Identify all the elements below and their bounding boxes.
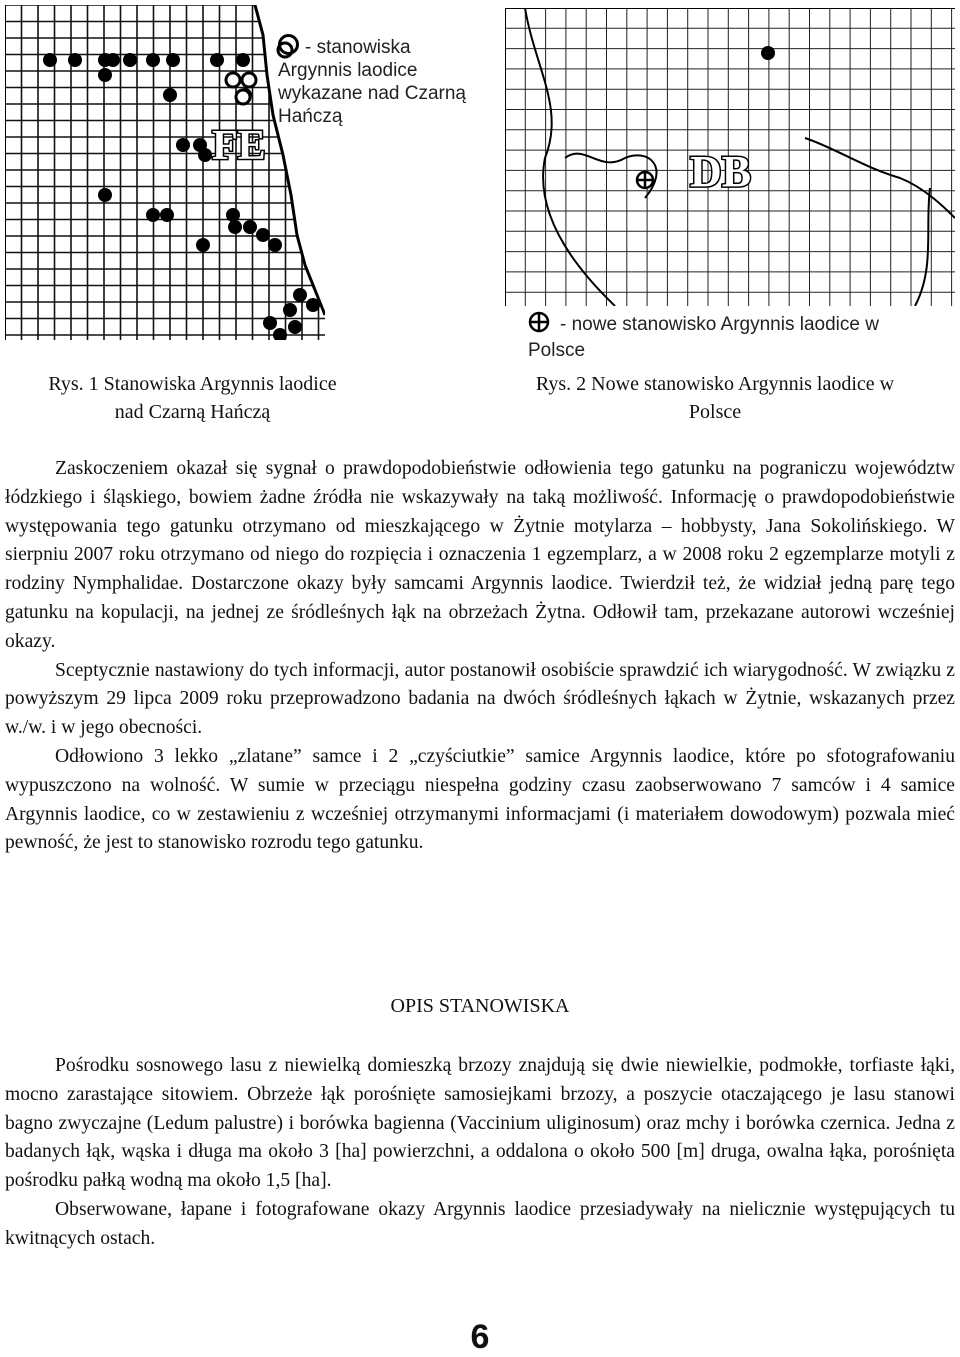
- figure2-caption-line1: Rys. 2 Nowe stanowisko Argynnis laodice w: [535, 373, 895, 395]
- section-paragraph-1: Pośrodku sosnowego lasu z niewielką domieszką brzozy znajdują się dwie niewielkie, podmokłe, torfiaste łąki, mocno zarastające sitowiem. Obrzeże łąk porośnięte samosiejkami brzozy, a poszycie otaczającego je lasu stanowi bagno zwyczajne (Ledum palustre) i borówka bagienna (Vaccinium uliginosum) oraz mchy i borówka czernica. Jedna z badanych łąk, wąska i długa ma około 3 [ha] powierzchni, a oddalona o około 500 [m] druga, owalna łąka, porośnięta pośrodku pałką wodną ma około 1,5 [ha].: [5, 1055, 955, 1192]
- figure1-map: [5, 5, 325, 340]
- figure1-region-code: FE: [212, 123, 266, 169]
- section-paragraph-2: Obserwowane, łapane i fotografowane okazy Argynnis laodice przesiadywały na nielicznie występujących tu kwitnących ostach.: [5, 1198, 955, 1249]
- figure1-legend: [278, 34, 468, 128]
- figure2-legend: [528, 311, 928, 362]
- section-text: [5, 1052, 955, 1254]
- new-site-marker: [637, 172, 653, 188]
- figure2-legend-text: - nowe stanowisko Argynnis laodice w Polsce: [528, 314, 879, 361]
- body-paragraph-2: Sceptycznie nastawiony do tych informacji, autor postanowił osobiście sprawdzić ich wiarygodność. W związku z powyższym 29 lipca 2009 roku przeprowadzono badania na dwóch śródleśnych łąkach w Żytnie, wskazanych przez w./w. i w jego obecności.: [5, 659, 955, 739]
- section-heading: OPIS STANOWISKA: [390, 995, 570, 1017]
- figure2-region-code: DB: [690, 147, 752, 196]
- figure1-caption-line2: nad Czarną Hańczą: [114, 401, 271, 423]
- page-number: 6: [470, 1318, 490, 1356]
- figure1-legend-text: - stanowiska Argynnis laodice wykazane nad Czarną Hańczą: [278, 37, 466, 127]
- crossed-circle-icon: [528, 311, 550, 339]
- figure2-caption: [470, 370, 960, 426]
- figure1-caption-line1: Rys. 1 Stanowiska Argynnis laodice: [48, 373, 337, 395]
- open-circle-icon: [278, 34, 299, 55]
- figure2-caption-line2: Polsce: [688, 401, 742, 423]
- body-paragraph-1: Zaskoczeniem okazał się sygnał o prawdopodobieństwie odłowienia tego gatunku na pograniczu województw łódzkiego i śląskiego, bowiem żadne źródła nie wskazywały na taką możliwość. Informację o prawdopodobieństwie występowania tego gatunku otrzymano od mieszkającego w Żytnie motylarza – hobbysty, Jana Sokolińskiego. W sierpniu 2007 roku otrzymano od niego do rozpięcia i oznaczenia 1 egzemplarz, a w 2008 roku 2 egzemplarze motyli z rodziny Nymphalidae. Dostarczone okazy były samcami Argynnis laodice. Twierdził też, że widział jedną parę tego gatunku na kopulacji, na jednej ze śródleśnych łąk na obrzeżach Żytna. Odłowił tam, przekazane autorowi wcześniej okazy.: [5, 458, 955, 652]
- body-text: [5, 455, 955, 858]
- figure1-caption: [0, 370, 385, 426]
- body-paragraph-3: Odłowiono 3 lekko „zlatane” samce i 2 „czyściutkie” samice Argynnis laodice, które po sfotografowaniu wypuszczono na wolność. W sumie w przeciągu niespełna godziny czasu zaobserwowano 7 samców i 4 samice Argynnis laodice, co w zestawieniu z wcześniej otrzymanymi informacjami (i materiałem dowodowym) pozwala mieć pewność, że jest to stanowisko rozrodu tego gatunku.: [5, 745, 955, 854]
